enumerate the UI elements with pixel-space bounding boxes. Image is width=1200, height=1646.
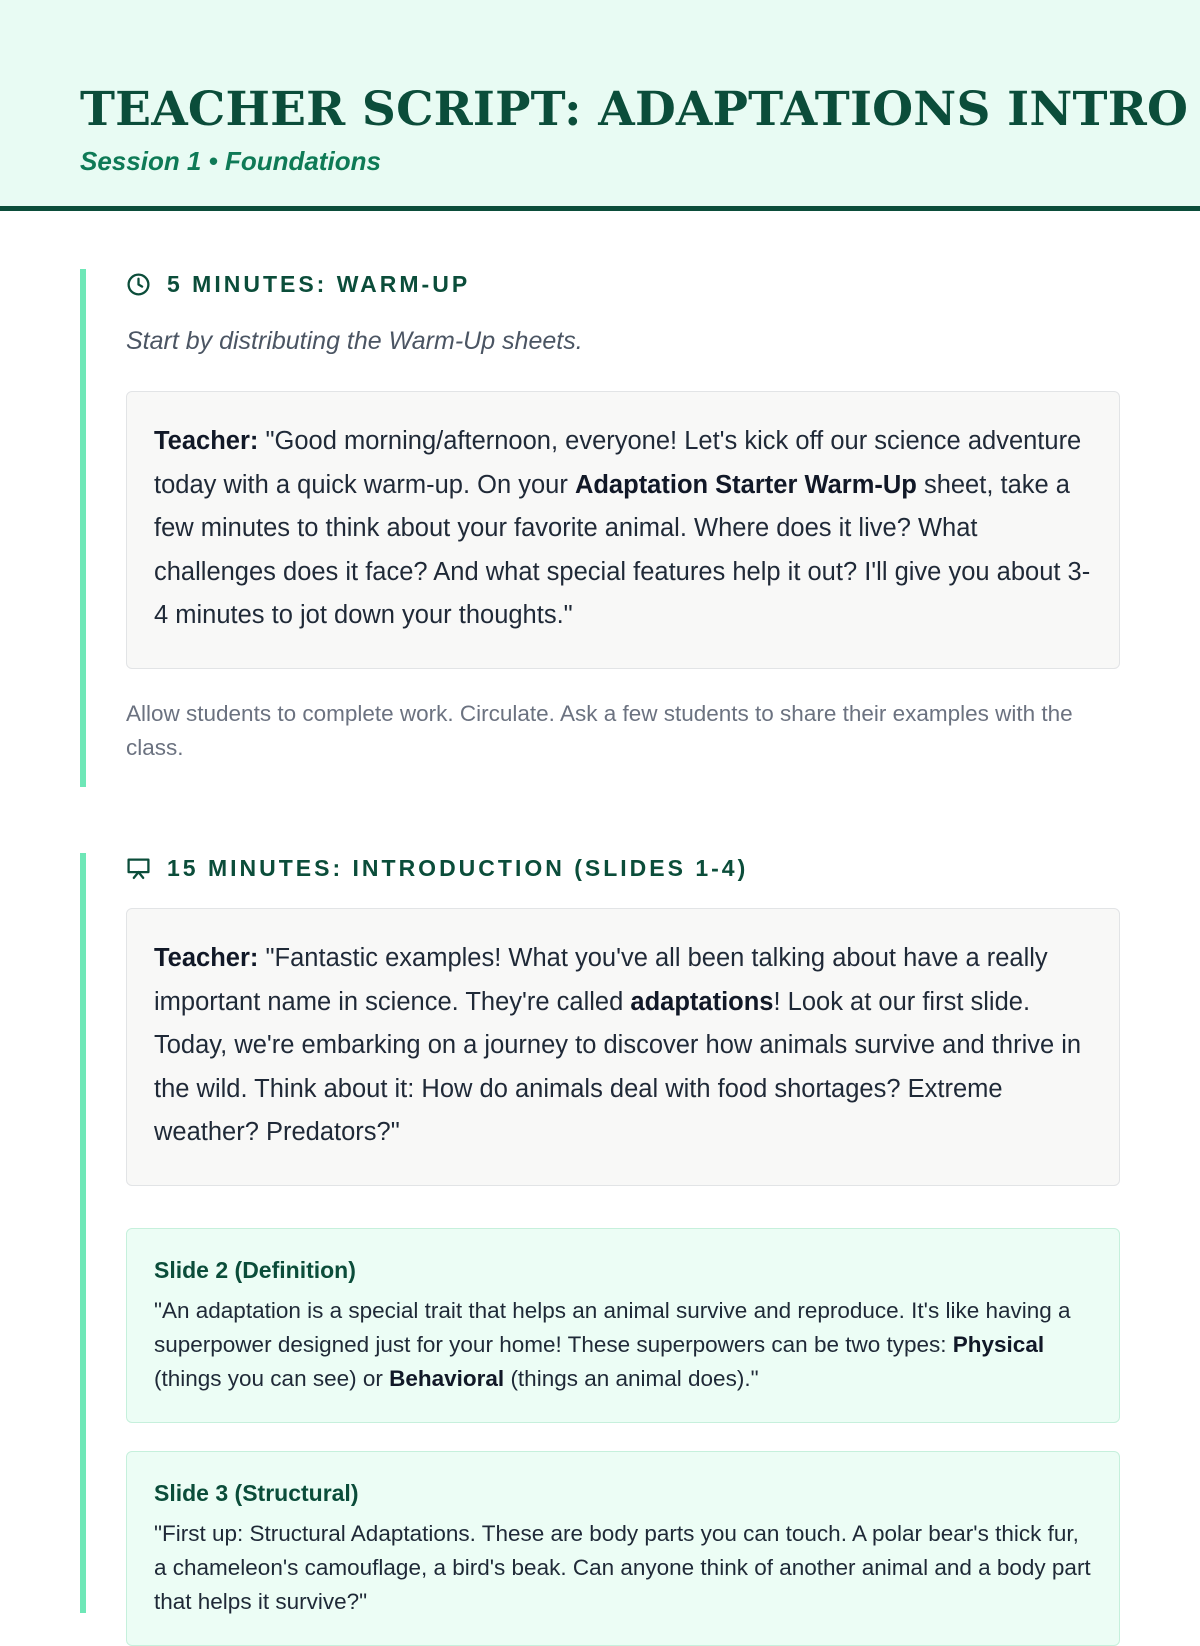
slide-2-text — [154, 1294, 1093, 1396]
warm-up-heading — [126, 269, 1120, 299]
clock-icon — [126, 272, 151, 297]
script-bold-text: adaptations — [630, 987, 774, 1016]
speaker-label: Teacher: — [154, 944, 259, 972]
teacher-note: Allow students to complete work. Circulate. Ask a few students to share their examples with the class. — [126, 700, 1073, 760]
slide-bold-text: Behavioral — [389, 1365, 505, 1391]
slide-3-text: "First up: Structural Adaptations. These are body parts you can touch. A polar bear's thick fur, a chameleon's camouflage, a bird's beak. Can anyone think of another animal and a body part that helps it survive?" — [154, 1520, 1091, 1614]
speaker-label: Teacher: — [154, 427, 259, 455]
script-bold-text: Adaptation Starter Warm-Up — [574, 470, 917, 499]
slide-text-part: (things you can see) or — [154, 1365, 390, 1391]
warm-up-section — [80, 269, 1120, 787]
slide-text-part: (things an animal does)." — [504, 1365, 759, 1391]
slide-2-title: Slide 2 (Definition) — [154, 1256, 356, 1283]
teacher-script-box — [126, 908, 1120, 1186]
script-text: "Good morning/afternoon, everyone! Let's kick off our science adventure today with a quick warm-up. On your — [154, 427, 1082, 499]
introduction-title: 15 MINUTES: INTRODUCTION (SLIDES 1-4) — [167, 854, 749, 881]
slide-text-part: "An adaptation is a special trait that helps an animal survive and reproduce. It's like having a superpower designed just for your home! These superpowers can be two types: — [154, 1297, 1071, 1357]
script-text: ! Look at our first slide. Today, we're embarking on a journey to discover how animals survive and thrive in the wild. Think about it: How do animals deal with food shortages? Extreme weather? Predators?" — [154, 987, 1082, 1146]
introduction-section — [80, 853, 1120, 1613]
page-header — [0, 0, 1200, 211]
script-text: sheet, take a few minutes to think about your favorite animal. Where does it live? What challenges does it face? And what special features help it out? I'll give you about 3-4 minutes to jot down your thoughts." — [154, 470, 1091, 629]
warm-up-title: 5 MINUTES: WARM-UP — [167, 270, 471, 297]
script-text: "Fantastic examples! What you've all been talking about have a really important name in science. They're called — [154, 944, 1048, 1016]
slide-3-box — [126, 1451, 1120, 1646]
warm-up-instruction: Start by distributing the Warm-Up sheets. — [126, 327, 583, 355]
slide-3-title: Slide 3 (Structural) — [154, 1479, 359, 1506]
introduction-heading — [126, 853, 1120, 883]
teacher-script-box — [126, 391, 1120, 669]
page-title: TEACHER SCRIPT: ADAPTATIONS INTRO — [80, 82, 1189, 137]
slide-bold-text: Physical — [952, 1331, 1045, 1357]
slide-2-box — [126, 1228, 1120, 1423]
page-subtitle: Session 1 • Foundations — [80, 145, 381, 176]
presentation-icon — [126, 856, 151, 881]
